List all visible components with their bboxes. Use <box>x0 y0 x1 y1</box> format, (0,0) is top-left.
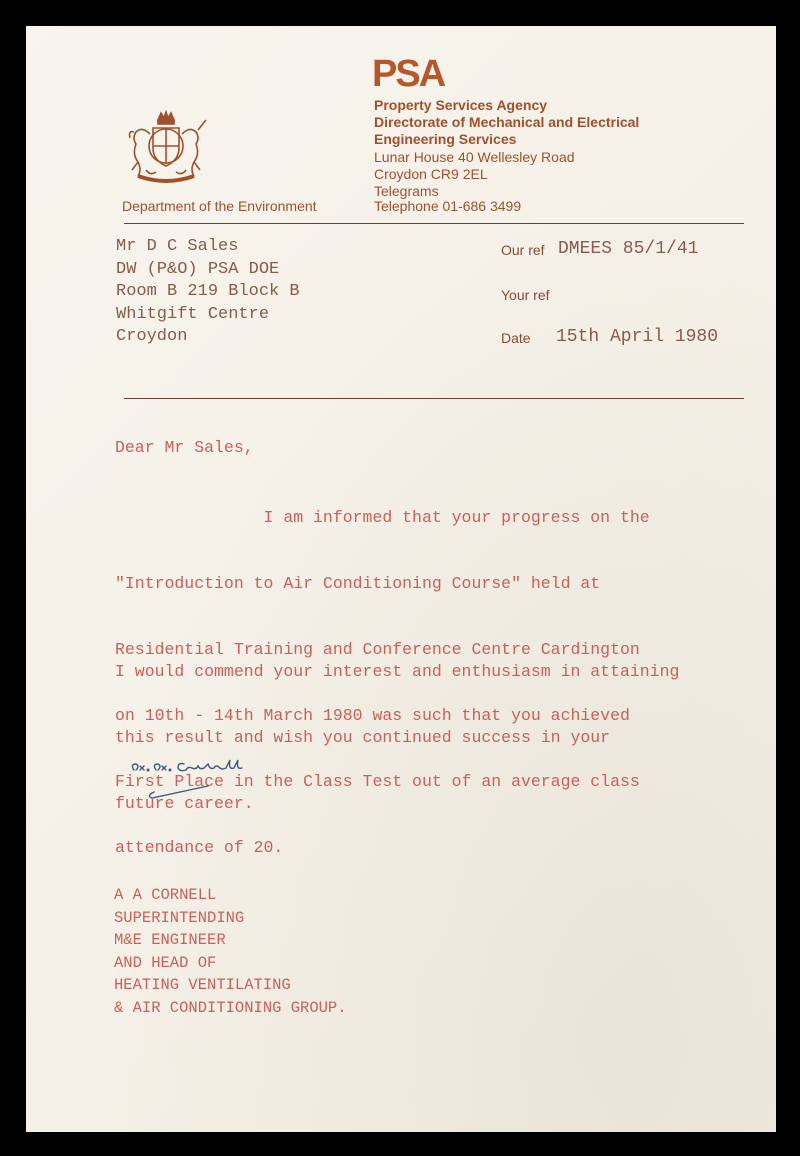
psa-logo: PSA <box>372 53 445 95</box>
paragraph-line: I would commend your interest and enthusiasm in attaining <box>115 662 680 681</box>
your-ref-label: Your ref <box>501 287 550 303</box>
telegrams-line: Telegrams <box>374 183 439 199</box>
paragraph-line: this result and wish you continued success in your <box>115 728 611 747</box>
addressee-block <box>116 236 300 349</box>
signatory-line: AND HEAD OF <box>114 953 217 972</box>
paragraph-line: Residential Training and Conference Centre Cardington <box>115 640 640 659</box>
signatory-line: HEATING VENTILATING <box>114 976 291 994</box>
signatory-line: SUPERINTENDING <box>114 908 245 927</box>
royal-coat-of-arms-icon <box>120 110 212 188</box>
header-divider <box>124 223 744 224</box>
paragraph-line: attendance of 20. <box>115 838 284 857</box>
addressee-line: Room B 219 Block B <box>116 282 300 301</box>
org-name: Property Services Agency <box>374 97 548 113</box>
salutation: Dear Mr Sales, <box>115 438 254 457</box>
paragraph-2 <box>115 617 679 859</box>
addressee-line: DW (P&O) PSA DOE <box>116 259 280 279</box>
addressee-line: Croydon <box>116 327 188 346</box>
telephone-line: Telephone 01-686 3499 <box>374 198 522 214</box>
signature-block <box>114 884 347 1019</box>
date-label: Date <box>501 330 531 346</box>
date-value: 15th April 1980 <box>556 327 719 347</box>
org-directorate: Directorate of Mechanical and Electrical <box>374 114 640 130</box>
signatory-line: & AIR CONDITIONING GROUP. <box>114 998 347 1017</box>
addressee-line: Mr D C Sales <box>116 237 239 256</box>
our-ref-value: DMEES 85/1/41 <box>558 239 699 259</box>
paragraph-line: First Place in the Class Test out of an average class <box>115 772 640 791</box>
handwritten-signature <box>120 756 280 808</box>
signatory-line: M&E ENGINEER <box>114 931 226 949</box>
paragraph-line: "Introduction to Air Conditioning Course" held at <box>115 574 601 593</box>
address-line-2: Croydon CR9 2EL <box>374 166 488 182</box>
our-ref-label: Our ref <box>501 242 545 258</box>
address-line-1: Lunar House 40 Wellesley Road <box>374 149 575 165</box>
address-divider <box>124 398 744 399</box>
department-name: Department of the Environment <box>122 198 317 214</box>
addressee-line: Whitgift Centre <box>116 304 270 324</box>
paragraph-line: future career. <box>115 794 254 813</box>
letter-page <box>26 26 776 1132</box>
paragraph-line: on 10th - 14th March 1980 was such that you achieved <box>115 706 630 725</box>
org-directorate-cont: Engineering Services <box>374 131 517 147</box>
signatory-line: A A CORNELL <box>114 886 217 904</box>
paragraph-line: I am informed that your progress on the <box>115 508 650 527</box>
